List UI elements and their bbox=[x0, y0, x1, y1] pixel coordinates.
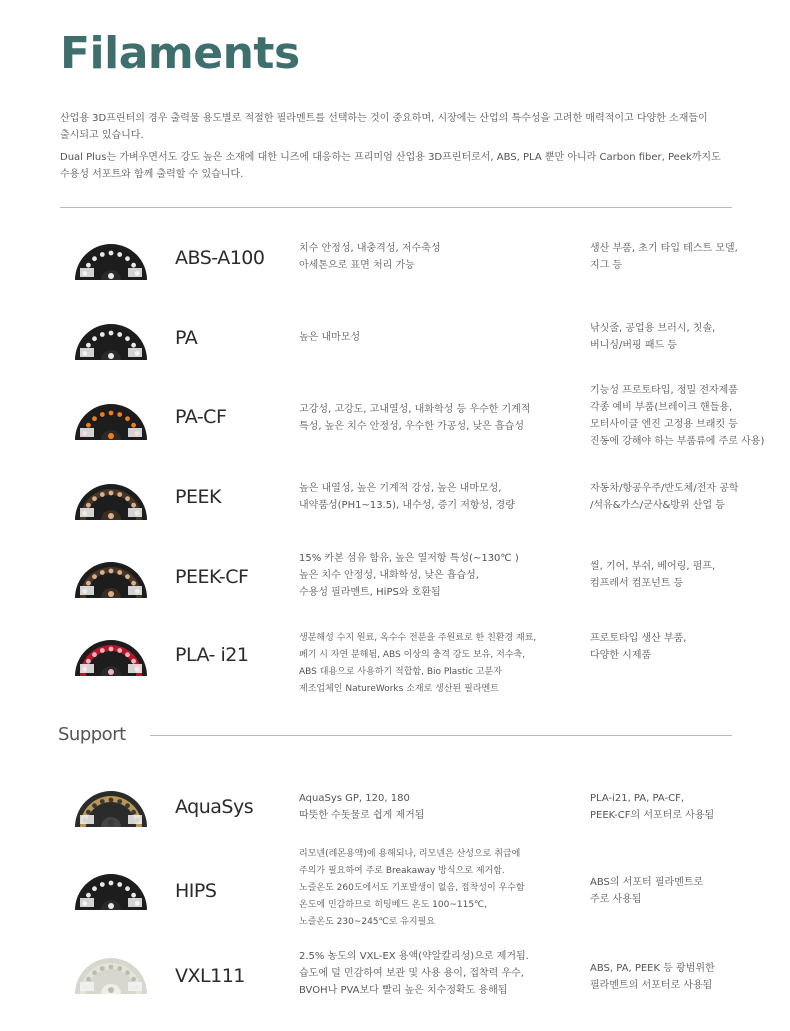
intro-paragraph-2 bbox=[60, 149, 740, 183]
product-name: VXL111 bbox=[175, 965, 245, 987]
intro-text bbox=[60, 110, 740, 188]
description-line: 노즐온도 230~245℃로 유지필요 bbox=[299, 917, 435, 927]
description-line: AquaSys GP, 120, 180 bbox=[299, 793, 410, 804]
product-name: PA bbox=[175, 327, 198, 349]
intro-line: Dual Plus는 가벼우면서도 강도 높은 소재에 대한 니즈에 대응하는 프리미엄 산업용 3D프린터로서, ABS, PLA 뿐만 아니라 Carbon fiber, Peek까지도 bbox=[60, 152, 721, 163]
product-row bbox=[0, 382, 790, 452]
description-line: 온도에 민감하므로 히팅베드 온도 100~115℃, bbox=[299, 900, 488, 910]
description-line: 습도에 덜 민감하여 보관 및 사용 용이, 접착력 우수, bbox=[299, 968, 524, 979]
usage-line: ABS, PA, PEEK 등 광범위한 bbox=[590, 963, 715, 974]
description-line: 노즐온도 260도에서도 기포발생이 없음, 접착성이 우수함 bbox=[299, 883, 525, 893]
description-line: 아세톤으로 표면 처리 가능 bbox=[299, 260, 415, 271]
product-description bbox=[299, 240, 559, 274]
usage-line: /석유&가스/군사&방위 산업 등 bbox=[590, 500, 725, 511]
black-orange-spool-icon bbox=[74, 398, 148, 440]
product-description bbox=[299, 846, 559, 931]
description-line: 치수 안정성, 내충격성, 저수축성 bbox=[299, 243, 441, 254]
product-row bbox=[0, 470, 790, 540]
usage-line: 낚싯줄, 공업용 브러시, 칫솔, bbox=[590, 323, 716, 334]
product-description bbox=[299, 480, 559, 514]
description-line: 폐기 시 자연 분해됨, ABS 이상의 충격 강도 보유, 저수축, bbox=[299, 650, 526, 660]
product-usage bbox=[590, 630, 790, 664]
description-line: 수용성 필라멘트, HiPS와 호환됨 bbox=[299, 587, 441, 598]
intro-paragraph-1 bbox=[60, 110, 740, 144]
product-row bbox=[0, 230, 790, 300]
product-description bbox=[299, 401, 559, 435]
product-usage bbox=[590, 960, 790, 994]
usage-line: 주로 사용됨 bbox=[590, 894, 642, 905]
black-tan-spool-icon bbox=[74, 556, 148, 598]
black-red-spool-icon bbox=[74, 634, 148, 676]
description-line: 높은 치수 안정성, 내화학성, 낮은 흡습성, bbox=[299, 570, 479, 581]
product-usage bbox=[590, 874, 790, 908]
intro-line: 출시되고 있습니다. bbox=[60, 130, 144, 141]
product-name: PA-CF bbox=[175, 406, 227, 428]
product-usage bbox=[590, 480, 790, 514]
product-description bbox=[299, 550, 559, 601]
support-heading: Support bbox=[58, 724, 126, 745]
white-clear-spool-icon bbox=[74, 952, 148, 994]
product-description bbox=[299, 630, 559, 698]
support-divider bbox=[150, 735, 732, 736]
usage-line: 모터사이클 엔진 고정용 브래킷 등 bbox=[590, 419, 738, 430]
description-line: 따뜻한 수돗물로 쉽게 제거됨 bbox=[299, 810, 425, 821]
description-line: 주의가 필요하여 주로 Breakaway 방식으로 제거함. bbox=[299, 866, 505, 876]
page-title: Filaments bbox=[60, 28, 300, 79]
usage-line: 컴프레서 컴포넌트 등 bbox=[590, 578, 684, 589]
product-name: PEEK-CF bbox=[175, 566, 249, 588]
description-line: BVOH나 PVA보다 빨리 높은 치수정확도 용해됨 bbox=[299, 985, 508, 996]
usage-line: PLA-i21, PA, PA-CF, bbox=[590, 793, 685, 804]
usage-line: 필라멘트의 서포터로 사용됨 bbox=[590, 980, 713, 991]
product-name: PEEK bbox=[175, 486, 221, 508]
usage-line: 지그 등 bbox=[590, 260, 623, 271]
product-usage bbox=[590, 558, 790, 592]
product-usage bbox=[590, 240, 790, 274]
dark-gold-spool-icon bbox=[74, 785, 148, 827]
product-row bbox=[0, 846, 790, 927]
description-line: ABS 대용으로 사용하기 적합함, Bio Plastic 고분자 bbox=[299, 667, 502, 677]
usage-line: 다양한 시제품 bbox=[590, 650, 652, 661]
description-line: 15% 카본 섬유 함유, 높은 열저항 특성(~130℃ ) bbox=[299, 553, 519, 564]
description-line: 높은 내마모성 bbox=[299, 332, 361, 343]
product-description bbox=[299, 329, 559, 346]
product-name: HIPS bbox=[175, 880, 217, 902]
product-row bbox=[0, 310, 790, 380]
description-line: 고강성, 고강도, 고내열성, 내화학성 등 우수한 기계적 bbox=[299, 404, 531, 415]
usage-line: 각종 예비 부품(브레이크 핸들용, bbox=[590, 402, 733, 413]
black-white-spool-icon bbox=[74, 868, 148, 910]
product-description bbox=[299, 948, 559, 999]
usage-line: 진동에 강해야 하는 부품류에 주로 사용) bbox=[590, 436, 765, 447]
description-line: 내약품성(PH1~13.5), 내수성, 증기 저항성, 경량 bbox=[299, 500, 515, 511]
product-name: PLA- i21 bbox=[175, 644, 249, 666]
description-line: 높은 내열성, 높은 기계적 강성, 높은 내마모성, bbox=[299, 483, 502, 494]
description-line: 특성, 높은 치수 안정성, 우수한 가공성, 낮은 흡습성 bbox=[299, 421, 524, 432]
product-usage bbox=[590, 320, 790, 354]
black-white-spool-icon bbox=[74, 238, 148, 280]
usage-line: ABS의 서포터 필라멘트로 bbox=[590, 877, 704, 888]
usage-line: PEEK-CF의 서포터로 사용됨 bbox=[590, 810, 715, 821]
usage-line: 자동차/항공우주/반도체/전자 공학 bbox=[590, 483, 739, 494]
intro-line: 산업용 3D프린터의 경우 출력물 용도별로 적절한 필라멘트를 선택하는 것이 중요하며, 시장에는 산업의 특수성을 고려한 매력적이고 다양한 소재들이 bbox=[60, 113, 708, 124]
usage-line: 버니싱/버핑 패드 등 bbox=[590, 340, 678, 351]
description-line: 2.5% 농도의 VXL-EX 용액(약알칼리성)으로 제거됨. bbox=[299, 951, 529, 962]
description-line: 리모넨(레몬용액)에 용해되나, 리모넨은 산성으로 취급에 bbox=[299, 849, 521, 859]
description-line: 생분해성 수지 원료, 옥수수 전분을 주원료로 한 친환경 재료, bbox=[299, 633, 537, 643]
usage-line: 기능성 프로토타입, 정밀 전자제품 bbox=[590, 385, 738, 396]
product-usage bbox=[590, 382, 790, 450]
intro-line: 수용성 서포트와 함께 출력할 수 있습니다. bbox=[60, 169, 244, 180]
black-white-spool-icon bbox=[74, 318, 148, 360]
product-row bbox=[0, 628, 790, 698]
usage-line: 프로토타입 생산 부품, bbox=[590, 633, 687, 644]
black-tan-spool-icon bbox=[74, 478, 148, 520]
product-name: AquaSys bbox=[175, 796, 254, 818]
product-row bbox=[0, 780, 790, 850]
usage-line: 생산 부품, 초기 타입 테스트 모델, bbox=[590, 243, 738, 254]
product-name: ABS-A100 bbox=[175, 247, 265, 269]
product-row bbox=[0, 946, 790, 1016]
product-usage bbox=[590, 790, 790, 824]
product-description bbox=[299, 790, 559, 824]
usage-line: 씰, 기어, 부쉬, 베어링, 펌프, bbox=[590, 561, 716, 572]
section-divider bbox=[60, 207, 732, 208]
description-line: 제조업체인 NatureWorks 소재로 생산된 필라멘트 bbox=[299, 684, 499, 694]
product-row bbox=[0, 548, 790, 618]
